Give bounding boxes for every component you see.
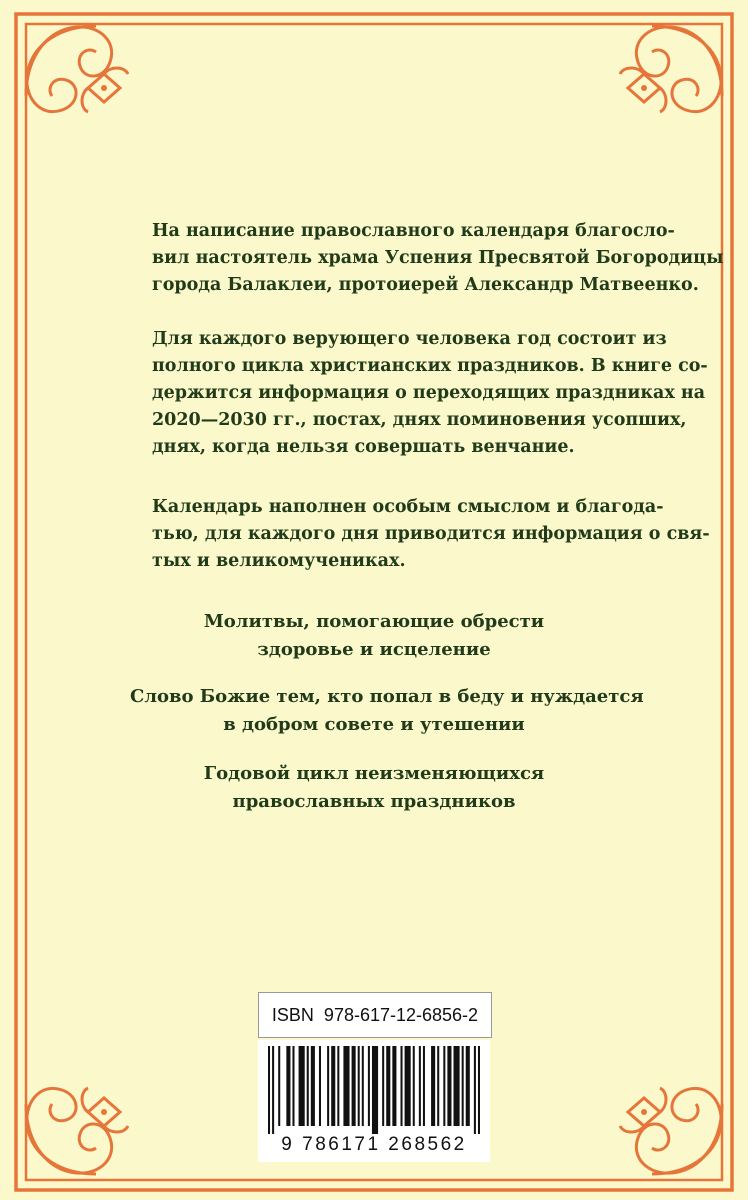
- barcode-bar: [423, 1046, 425, 1126]
- barcode-bar: [343, 1046, 349, 1126]
- barcode-bar: [268, 1046, 270, 1134]
- paragraph-line: города Балаклеи, протоиерей Александр Матвеенко.: [152, 275, 699, 295]
- barcode-bar: [307, 1046, 309, 1126]
- barcode-bar: [478, 1046, 480, 1134]
- barcode-bar: [431, 1046, 435, 1126]
- paragraph-year-cycle: [152, 326, 708, 461]
- highlight-line: Молитвы, помогающие обрести: [203, 611, 545, 632]
- isbn-text: ISBN 978-617-12-6856-2: [271, 1004, 479, 1025]
- barcode-bar: [299, 1046, 305, 1126]
- corner-ornament-top-right: [620, 26, 722, 112]
- barcode-bar: [331, 1046, 335, 1126]
- barcode: [258, 1040, 490, 1162]
- highlight-line: Годовой цикл неизменяющихся: [203, 763, 545, 784]
- barcode-bar: [474, 1046, 476, 1134]
- corner-ornament-top-left: [26, 26, 128, 112]
- highlight-line: здоровье и исцеление: [257, 639, 491, 660]
- paragraph-blessing: [152, 218, 724, 299]
- barcode-bar: [286, 1046, 290, 1126]
- highlight-line: в добром совете и утешении: [223, 714, 525, 735]
- barcode-bar: [386, 1046, 390, 1126]
- barcode-bar: [368, 1046, 370, 1126]
- barcode-bar: [337, 1046, 339, 1126]
- barcode-bar: [272, 1046, 274, 1134]
- barcode-bar: [327, 1046, 329, 1126]
- barcode-bar: [454, 1046, 460, 1126]
- isbn-label: [258, 992, 492, 1038]
- barcode-bar: [392, 1046, 396, 1126]
- paragraph-line: Для каждого верующего человека год состоит из: [152, 329, 667, 349]
- barcode-bar: [352, 1046, 356, 1126]
- barcode-bar: [311, 1046, 315, 1126]
- barcode-bar: [278, 1046, 280, 1126]
- barcode-bar: [292, 1046, 294, 1126]
- barcode-bar: [362, 1046, 364, 1126]
- barcode-bar: [466, 1046, 470, 1126]
- paragraph-line: тых и великомучениках.: [152, 551, 406, 571]
- paragraph-line: На написание православного календаря благосло-: [152, 221, 675, 241]
- paragraph-line: держится информация о переходящих праздниках на: [152, 383, 706, 403]
- barcode-bar: [405, 1046, 411, 1126]
- barcode-digits: 9 786171 268562: [281, 1134, 467, 1155]
- highlight-annual-cycle: [130, 760, 618, 816]
- barcode-bar: [419, 1046, 421, 1126]
- barcode-bar: [413, 1046, 415, 1126]
- corner-ornament-bottom-left: [26, 1088, 128, 1174]
- barcode-bar: [443, 1046, 445, 1126]
- barcode-bar: [437, 1046, 439, 1126]
- barcode-bar: [319, 1046, 321, 1126]
- corner-ornament-bottom-right: [620, 1088, 722, 1174]
- paragraph-line: полного цикла христианских праздников. В книге со-: [152, 356, 708, 376]
- barcode-bar: [372, 1046, 378, 1134]
- paragraph-calendar-meaning: [152, 494, 710, 575]
- paragraph-line: 2020—2030 гг., постах, днях поминовения усопших,: [152, 410, 687, 430]
- paragraph-line: тью, для каждого дня приводится информация о свя-: [152, 524, 710, 544]
- highlight-line: Слово Божие тем, кто попал в беду и нуждается: [130, 686, 644, 707]
- barcode-bar: [401, 1046, 403, 1126]
- paragraph-line: Календарь наполнен особым смыслом и благода-: [152, 497, 664, 517]
- highlight-prayers: [130, 608, 618, 664]
- barcode-bar: [462, 1046, 464, 1126]
- barcode-bar: [447, 1046, 451, 1126]
- highlight-word-of-god: [130, 683, 644, 739]
- barcode-bar: [382, 1046, 384, 1126]
- highlight-line: православных праздников: [232, 791, 516, 812]
- barcode-bars: [268, 1046, 480, 1134]
- paragraph-line: днях, когда нельзя совершать венчание.: [152, 437, 575, 457]
- paragraph-line: вил настоятель храма Успения Пресвятой Богородицы: [152, 248, 724, 268]
- barcode-bar: [358, 1046, 360, 1126]
